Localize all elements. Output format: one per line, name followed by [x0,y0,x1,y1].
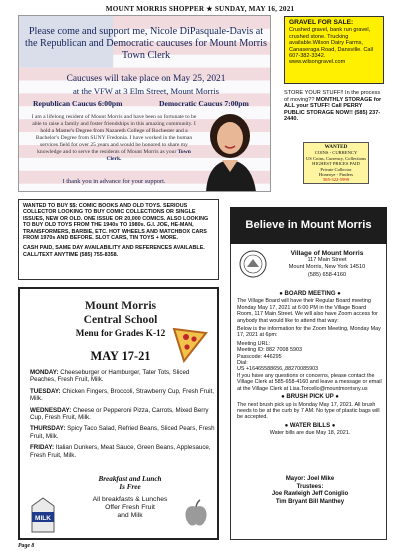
republican-caucus: Republican Caucus 6:00pm [33,99,123,108]
democratic-caucus: Democratic Caucus 7:00pm [159,99,249,108]
newspaper-header: MOUNT MORRIS SHOPPER ★ SUNDAY, MAY 16, 2021 [105,5,295,13]
day-label: FRIDAY: [30,444,55,452]
village-phone: (585) 658-4160 [307,271,347,278]
day-menu: Cheese or Pepperoni Pizza, Carrots, Mixed Berry Cup, Fresh Fruit, Milk. [30,406,209,422]
meeting-id: Meeting ID: 882 7008 5903 [237,347,303,354]
trustees-line2: Tim Bryant Bill Manthey [275,498,345,505]
bio-text: I am a lifelong resident of Mount Morris and have been so fortunate to be able to raise a family and foster friendships in this amazing community. I hold a Master's Degree from Nazareth College of Rochester and a Bachelor's Degree from SUNY Fredonia. I have worked in the human services field for over 25 years and would be honored to share my knowledge and to serve the residents of Mount Morris as your [31,114,197,155]
brush-heading: ● BRUSH PICK UP ● [281,394,339,401]
milk-carton-icon [26,494,60,534]
mayor: Mayor: Joel Mike [285,476,335,482]
storage-bold: MONTHLY STORAGE for ALL your STUFF! Call PERRY PUBLIC STORAGE NOW!! (585) 237-2440. [284,96,382,123]
questions-text: If you have any questions or concerns, please contact the Village Clerk at 585-658-4160 and leave a message or email at the Village Clerk at Lisa.Torcello@mountmorrisny.us [237,372,382,392]
comic-ad [18,199,219,280]
passcode: Passcode: 446295 [237,353,282,360]
village-name: Village of Mount Morris [290,250,364,257]
menu-days [30,369,215,463]
water-text: Water bills are due May 18, 2021. [269,430,351,437]
free-meals-note [60,475,200,492]
page-number: Page 8 [18,543,35,549]
coins-line: HIGHEST PRICES PAID [312,161,360,167]
village-notice [230,244,387,540]
coins-phone: 585-322-5999 [322,177,350,183]
day-label: WEDNESDAY: [30,406,72,414]
village-seal-icon [239,250,267,278]
school-menu [18,287,219,540]
free-meals-line1: Breakfast and Lunch [98,475,162,483]
gravel-body: Crushed gravel, bank run gravel, crushed stone. Trucking available.Wilson Dairy Farms, Canaseraga Road, Dansville. Call 607-382-3342. www.wilsongravel.com [289,27,373,66]
day-menu: Cheeseburger or Hamburger, Tater Tots, Sliced Peaches, Fresh Fruit, Milk. [30,369,190,384]
board-meeting-text: The Village Board will have their Regular Board meeting Monday May 17, 2021 at 6:00 PM in the Village Board Room, 117 Main Street. We will also have Zoom access for anybody that would like to attend that way: [237,298,378,324]
day-label: TUESDAY: [30,387,61,395]
village-city: Mount Morris, New York 14510 [288,264,366,271]
note-line: Offer Fresh Fruit [105,504,155,511]
caucus-location: at the VFW at 3 Elm Street, Mount Morris [72,86,219,96]
free-meals-line2: Is Free [119,483,141,492]
bio-end: Town Clerk. [106,149,191,162]
comic-text: WANTED TO BUY $$: COMIC BOOKS AND OLD TOYS. SERIOUS COLLECTOR LOOKING TO BUY COMIC COLLECTIONS OR SINGLE ISSUES, NEW OR OLD. ONE ISSUE OR 20,000 COMICS. ALSO LOOKING TO BUY OLD TOYS FROM THE 1940s TO 1980s. G.I. JOE, HE-MAN, TRANSFORMERS, BARBIE, ETC. HOT WHEELS AND MATCHBOX CARS FROM 1970s AND BEFORE. SLOT CARS, TIN TOYS + MORE. [23,203,209,242]
brush-text: The next brush pick up is Monday May 17, 2021. All brush needs to be at the curb by 7 AM. No type of plastic bags will be accepted. [237,401,380,421]
menu-day-row [30,425,215,440]
storage-lead: STORE YOUR STUFF!! In the process of moving?? [284,90,381,103]
candidate-photo [198,106,262,192]
village-officials [237,476,383,506]
menu-subtitle: Menu for Grades K-12 [75,328,166,338]
pizza-icon [170,323,210,363]
trustees-label: Trustees: [296,483,324,490]
village-street: 117 Main Street [307,257,347,264]
menu-dates: MAY 17-21 [90,349,151,363]
thanks-line: I thank you in advance for your support. [62,178,166,185]
menu-day-row [30,369,215,384]
coins-line: Private Collector [320,166,352,172]
menu-title-line2: Central School [83,313,158,326]
day-menu: Italian Dunkers, Meat Sauce, Green Beans, Applesauce, Fresh Fruit, Milk. [30,444,211,459]
day-menu: Spicy Taco Salad, Refried Beans, Sliced Pears, Fresh Fruit, Milk. [30,425,215,440]
gravel-ad [284,16,384,84]
meeting-url: Meeting URL: [237,340,270,347]
comic-contact: CASH PAID, SAME DAY AVAILABILITY AND REFERENCES AVAILABLE. CALL/TEXT ANYTIME (585) 755-8358. [23,245,205,258]
menu-day-row [30,444,215,459]
village-banner: Believe in Mount Morris [230,207,387,244]
coins-line: COINS - CURRENCY [314,150,358,156]
coins-line: Honeoye - Finders [318,172,354,178]
storage-ad [284,90,384,123]
trustees-line1: Joe Rawleigh Jeff Coniglio [271,491,349,498]
dial-number: US +16465588656,,88270085903 [237,366,319,373]
apple-icon [183,499,209,527]
caucus-date: Caucuses will take place on May 25, 2021 [66,74,226,84]
coins-title: WANTED [324,144,348,150]
coins-ad [303,142,369,184]
dial-label: Dial: [237,360,248,367]
gravel-title: GRAVEL FOR SALE: [289,19,354,26]
day-menu: Chicken Fingers, Broccoli, Strawberry Cup, Fresh Fruit, Milk. [30,387,214,403]
menu-day-row [30,407,215,422]
water-heading: ● WATER BILLS ● [284,422,336,429]
menu-day-row [30,388,215,403]
coins-line: US Coins, Currency, Collections [305,155,367,161]
village-contact [271,250,383,279]
political-ad [18,15,271,192]
ad-heading: Please come and support me, Nicole DiPasquale-Davis at the Republican and Democratic caucuses for Mount Morris Town Clerk [25,26,267,61]
note-line: All breakfasts & Lunches [92,496,168,503]
milk-label: MILK [35,515,51,522]
fruit-milk-note [60,496,200,520]
menu-title-line1: Mount Morris [84,299,157,312]
board-meeting-heading: ● BOARD MEETING ● [279,291,341,297]
day-label: THURSDAY: [30,425,66,433]
candidate-bio [29,114,199,163]
village-body [237,289,383,439]
zoom-intro: Below is the information for the Zoom Meeting, Monday May 17, 2021 at 6pm: [237,326,381,339]
note-line: and Milk [117,512,143,519]
day-label: MONDAY: [30,369,59,376]
